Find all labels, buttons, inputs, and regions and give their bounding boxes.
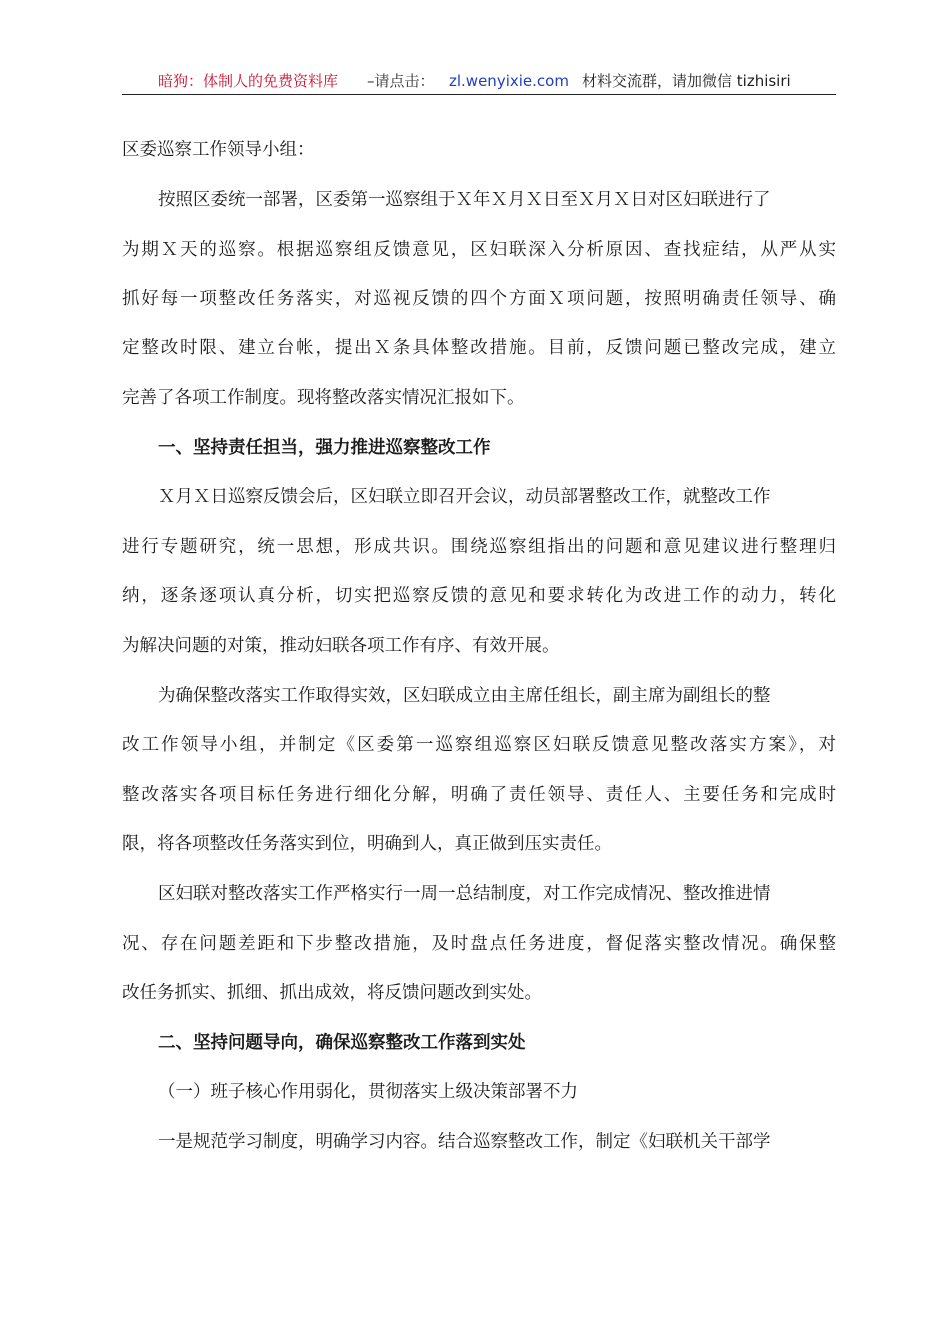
section-heading-2: 二、坚持问题导向，确保巡察整改工作落到实处 [158,1033,526,1053]
intro-line: 定整改时限、建立台帐，提出Ｘ条具体整改措施。目前，反馈问题已整改完成，建立 [122,338,836,358]
header-click-prefix: –请点击： [367,72,435,90]
intro-line: 完善了各项工作制度。现将整改落实情况汇报如下。 [122,388,525,408]
paragraph-line: 区妇联对整改落实工作严格实行一周一总结制度，对工作完成情况、整改推进情 [158,884,771,904]
paragraph-line: 为解决问题的对策，推动妇联各项工作有序、有效开展。 [122,636,560,656]
header-brand: 暗狗：体制人的免费资料库 [158,72,339,90]
paragraph-line: 进行专题研究，统一思想，形成共识。围绕巡察组指出的问题和意见建议进行整理归 [122,537,836,557]
paragraph-line: 整改落实各项目标任务进行细化分解，明确了责任领导、责任人、主要任务和完成时 [122,785,836,805]
intro-line: 为期Ｘ天的巡察。根据巡察组反馈意见，区妇联深入分析原因、查找症结，从严从实 [122,240,836,260]
salutation: 区委巡察工作领导小组： [122,140,315,160]
intro-line: 抓好每一项整改任务落实，对巡视反馈的四个方面Ｘ项问题，按照明确责任领导、确 [122,289,836,309]
page-header [122,68,836,95]
paragraph-line: Ｘ月Ｘ日巡察反馈会后，区妇联立即召开会议，动员部署整改工作，就整改工作 [158,487,771,507]
paragraph-line: 为确保整改落实工作取得实效，区妇联成立由主席任组长，副主席为副组长的整 [158,686,771,706]
paragraph-line: 改工作领导小组，并制定《区委第一巡察组巡察区妇联反馈意见整改落实方案》，对 [122,735,836,755]
paragraph-line: 一是规范学习制度，明确学习内容。结合巡察整改工作，制定《妇联机关干部学 [158,1132,771,1152]
paragraph-line: 况、存在问题差距和下步整改措施，及时盘点任务进度，督促落实整改情况。确保整 [122,934,836,954]
paragraph-line: 纳，逐条逐项认真分析，切实把巡察反馈的意见和要求转化为改进工作的动力，转化 [122,586,836,606]
section-heading-1: 一、坚持责任担当，强力推进巡察整改工作 [158,438,491,458]
header-group-note: 材料交流群，请加微信 tizhisiri [582,72,791,90]
header-link[interactable]: zl.wenyixie.com [449,72,569,90]
paragraph-line: 改任务抓实、抓细、抓出成效，将反馈问题改到实处。 [122,983,542,1003]
intro-line: 按照区委统一部署，区委第一巡察组于Ｘ年Ｘ月Ｘ日至Ｘ月Ｘ日对区妇联进行了 [158,190,771,210]
paragraph-line: 限，将各项整改任务落实到位，明确到人，真正做到压实责任。 [122,834,612,854]
subsection-heading: （一）班子核心作用弱化，贯彻落实上级决策部署不力 [158,1082,578,1102]
